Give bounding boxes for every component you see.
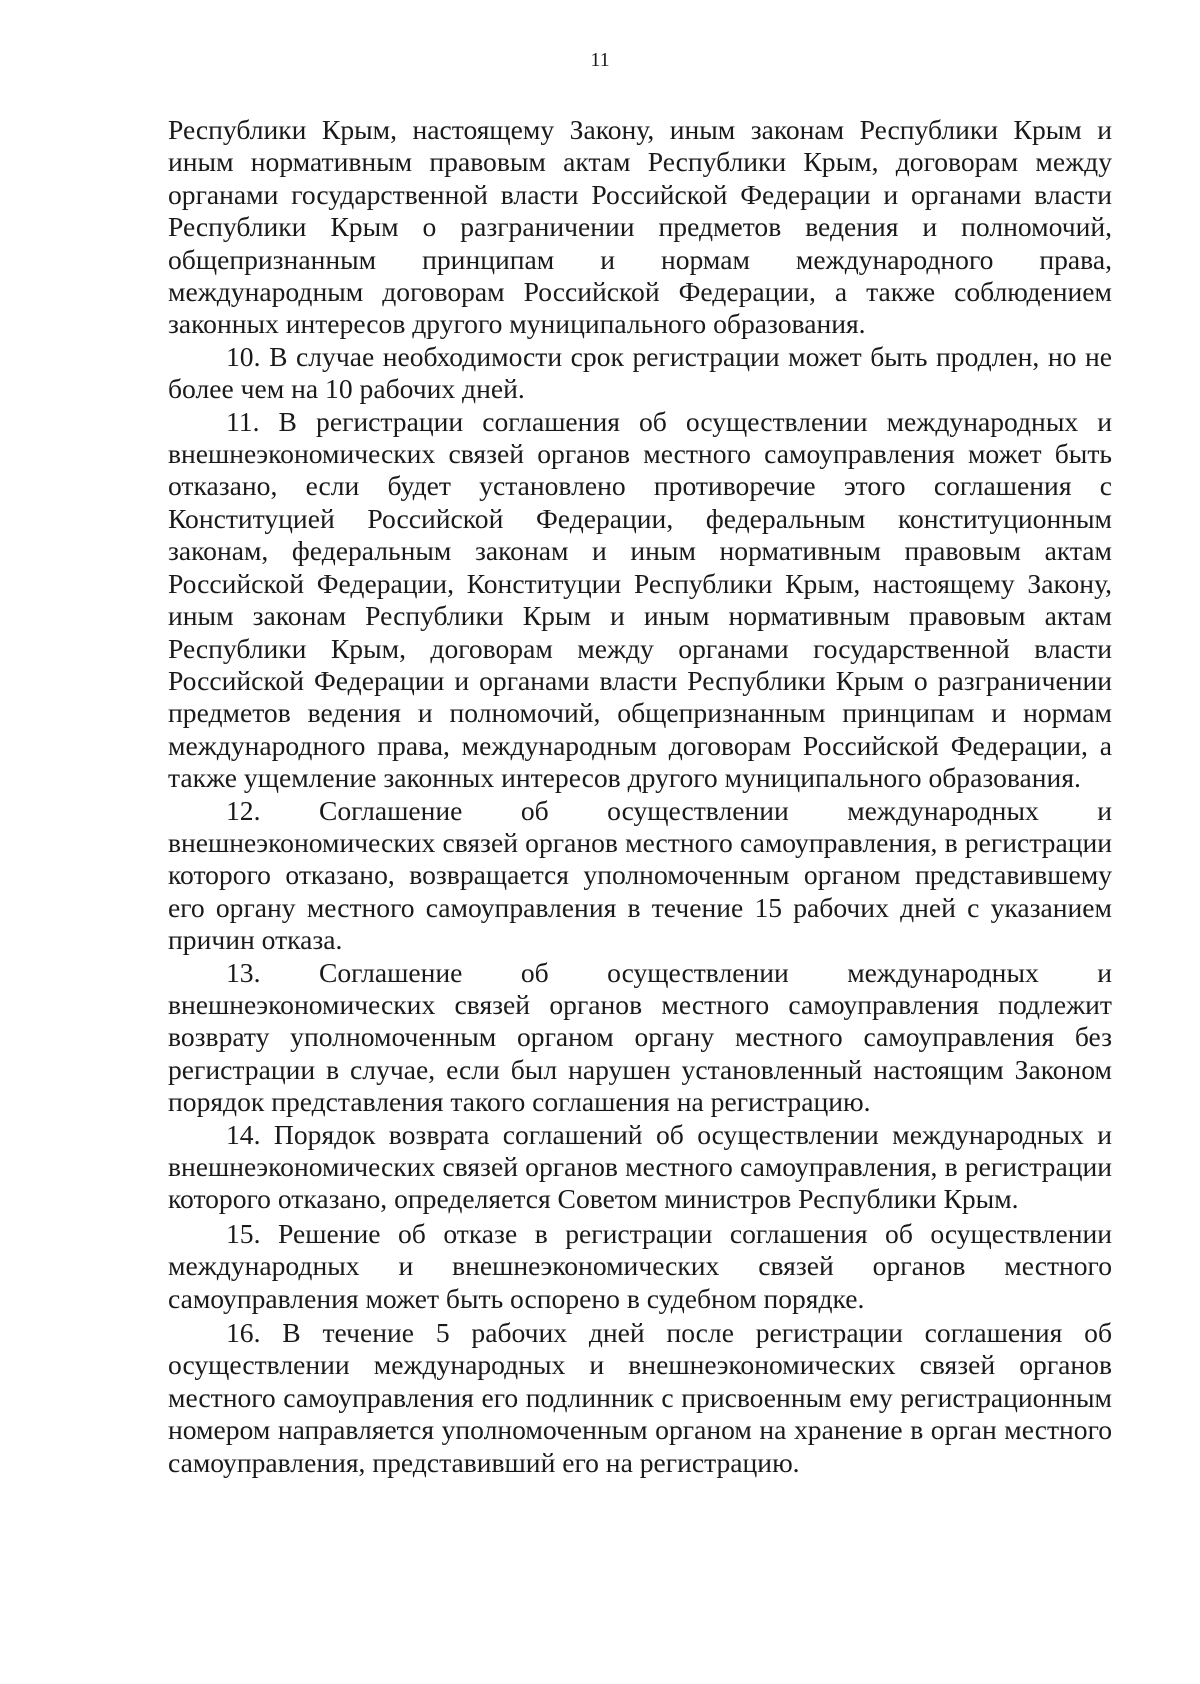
paragraph-14: [168, 1119, 1112, 1216]
paragraph-number: 12.: [226, 794, 261, 826]
paragraph-13: [168, 957, 1112, 1119]
paragraph-number: 10.: [226, 340, 261, 372]
paragraph-number: 15.: [226, 1217, 261, 1249]
paragraph-text: В регистрации соглашения об осуществлении международных и внешнеэкономических связей органов местного самоуправления может быть отказано, если будет установлено противоречие этого соглашения с Конституцией Российской Федерации, федеральным конституционным законам, федеральным законам и иным нормативным правовым актам Российской Федерации, Конституции Республики Крым, настоящему Закону, иным законам Республики Крым и иным нормативным правовым актам Республики Крым, договорам между органами государственной власти Российской Федерации и органами власти Республики Крым о разграничении предметов ведения и полномочий, общепризнанным принципам и нормам международного права, международным договорам Российской Федерации, а также ущемление законных интересов другого муниципального образования.: [168, 405, 1112, 794]
paragraph-16: [168, 1317, 1112, 1479]
paragraph-text: Республики Крым, настоящему Закону, иным законам Республики Крым и иным нормативным правовым актам Республики Крым, договорам между органами государственной власти Российской Федерации и органами власти Республики Крым о разграничении предметов ведения и полномочий, общепризнанным принципам и нормам международного права, международным договорам Российской Федерации, а также соблюдением законных интересов другого муниципального образования.: [168, 114, 1112, 340]
paragraph-number: 13.: [226, 956, 261, 988]
paragraph-text: Решение об отказе в регистрации соглашения об осуществлении международных и внешнеэкономических связей органов местного самоуправления может быть оспорено в судебном порядке.: [168, 1217, 1112, 1314]
paragraph-number: 11.: [226, 405, 260, 437]
paragraph-10: [168, 341, 1112, 406]
paragraph-text: Соглашение об осуществлении международных и внешнеэкономических связей органов местного самоуправления подлежит возврату уполномоченным органом органу местного самоуправления без регистрации в случае, если был нарушен установленный настоящим Законом порядок представления такого соглашения на регистрацию.: [168, 956, 1113, 1118]
document-body: [168, 114, 1112, 1479]
paragraph-continuation: [168, 114, 1112, 341]
page-number: 11: [590, 49, 610, 71]
paragraph-number: 14.: [226, 1118, 261, 1150]
paragraph-12: [168, 795, 1112, 957]
paragraph-text: В случае необходимости срок регистрации может быть продлен, но не более чем на 10 рабочих дней.: [168, 340, 1112, 405]
paragraph-text: В течение 5 рабочих дней после регистрации соглашения об осуществлении международных и внешнеэкономических связей органов местного самоуправления его подлинник с присвоенным ему регистрационным номером направляется уполномоченным органом на хранение в орган местного самоуправления, представивший его на регистрацию.: [168, 1317, 1112, 1478]
paragraph-text: Соглашение об осуществлении международных и внешнеэкономических связей органов местного самоуправления, в регистрации которого отказано, возвращается уполномоченным органом представившему его органу местного самоуправления в течение 15 рабочих дней с указанием причин отказа.: [168, 794, 1113, 956]
paragraph-number: 16.: [226, 1317, 261, 1349]
paragraph-text: Порядок возврата соглашений об осуществлении международных и внешнеэкономических связей органов местного самоуправления, в регистрации которого отказано, определяется Советом министров Республики Крым.: [168, 1118, 1112, 1215]
paragraph-11: [168, 406, 1112, 795]
paragraph-15: [168, 1218, 1112, 1315]
